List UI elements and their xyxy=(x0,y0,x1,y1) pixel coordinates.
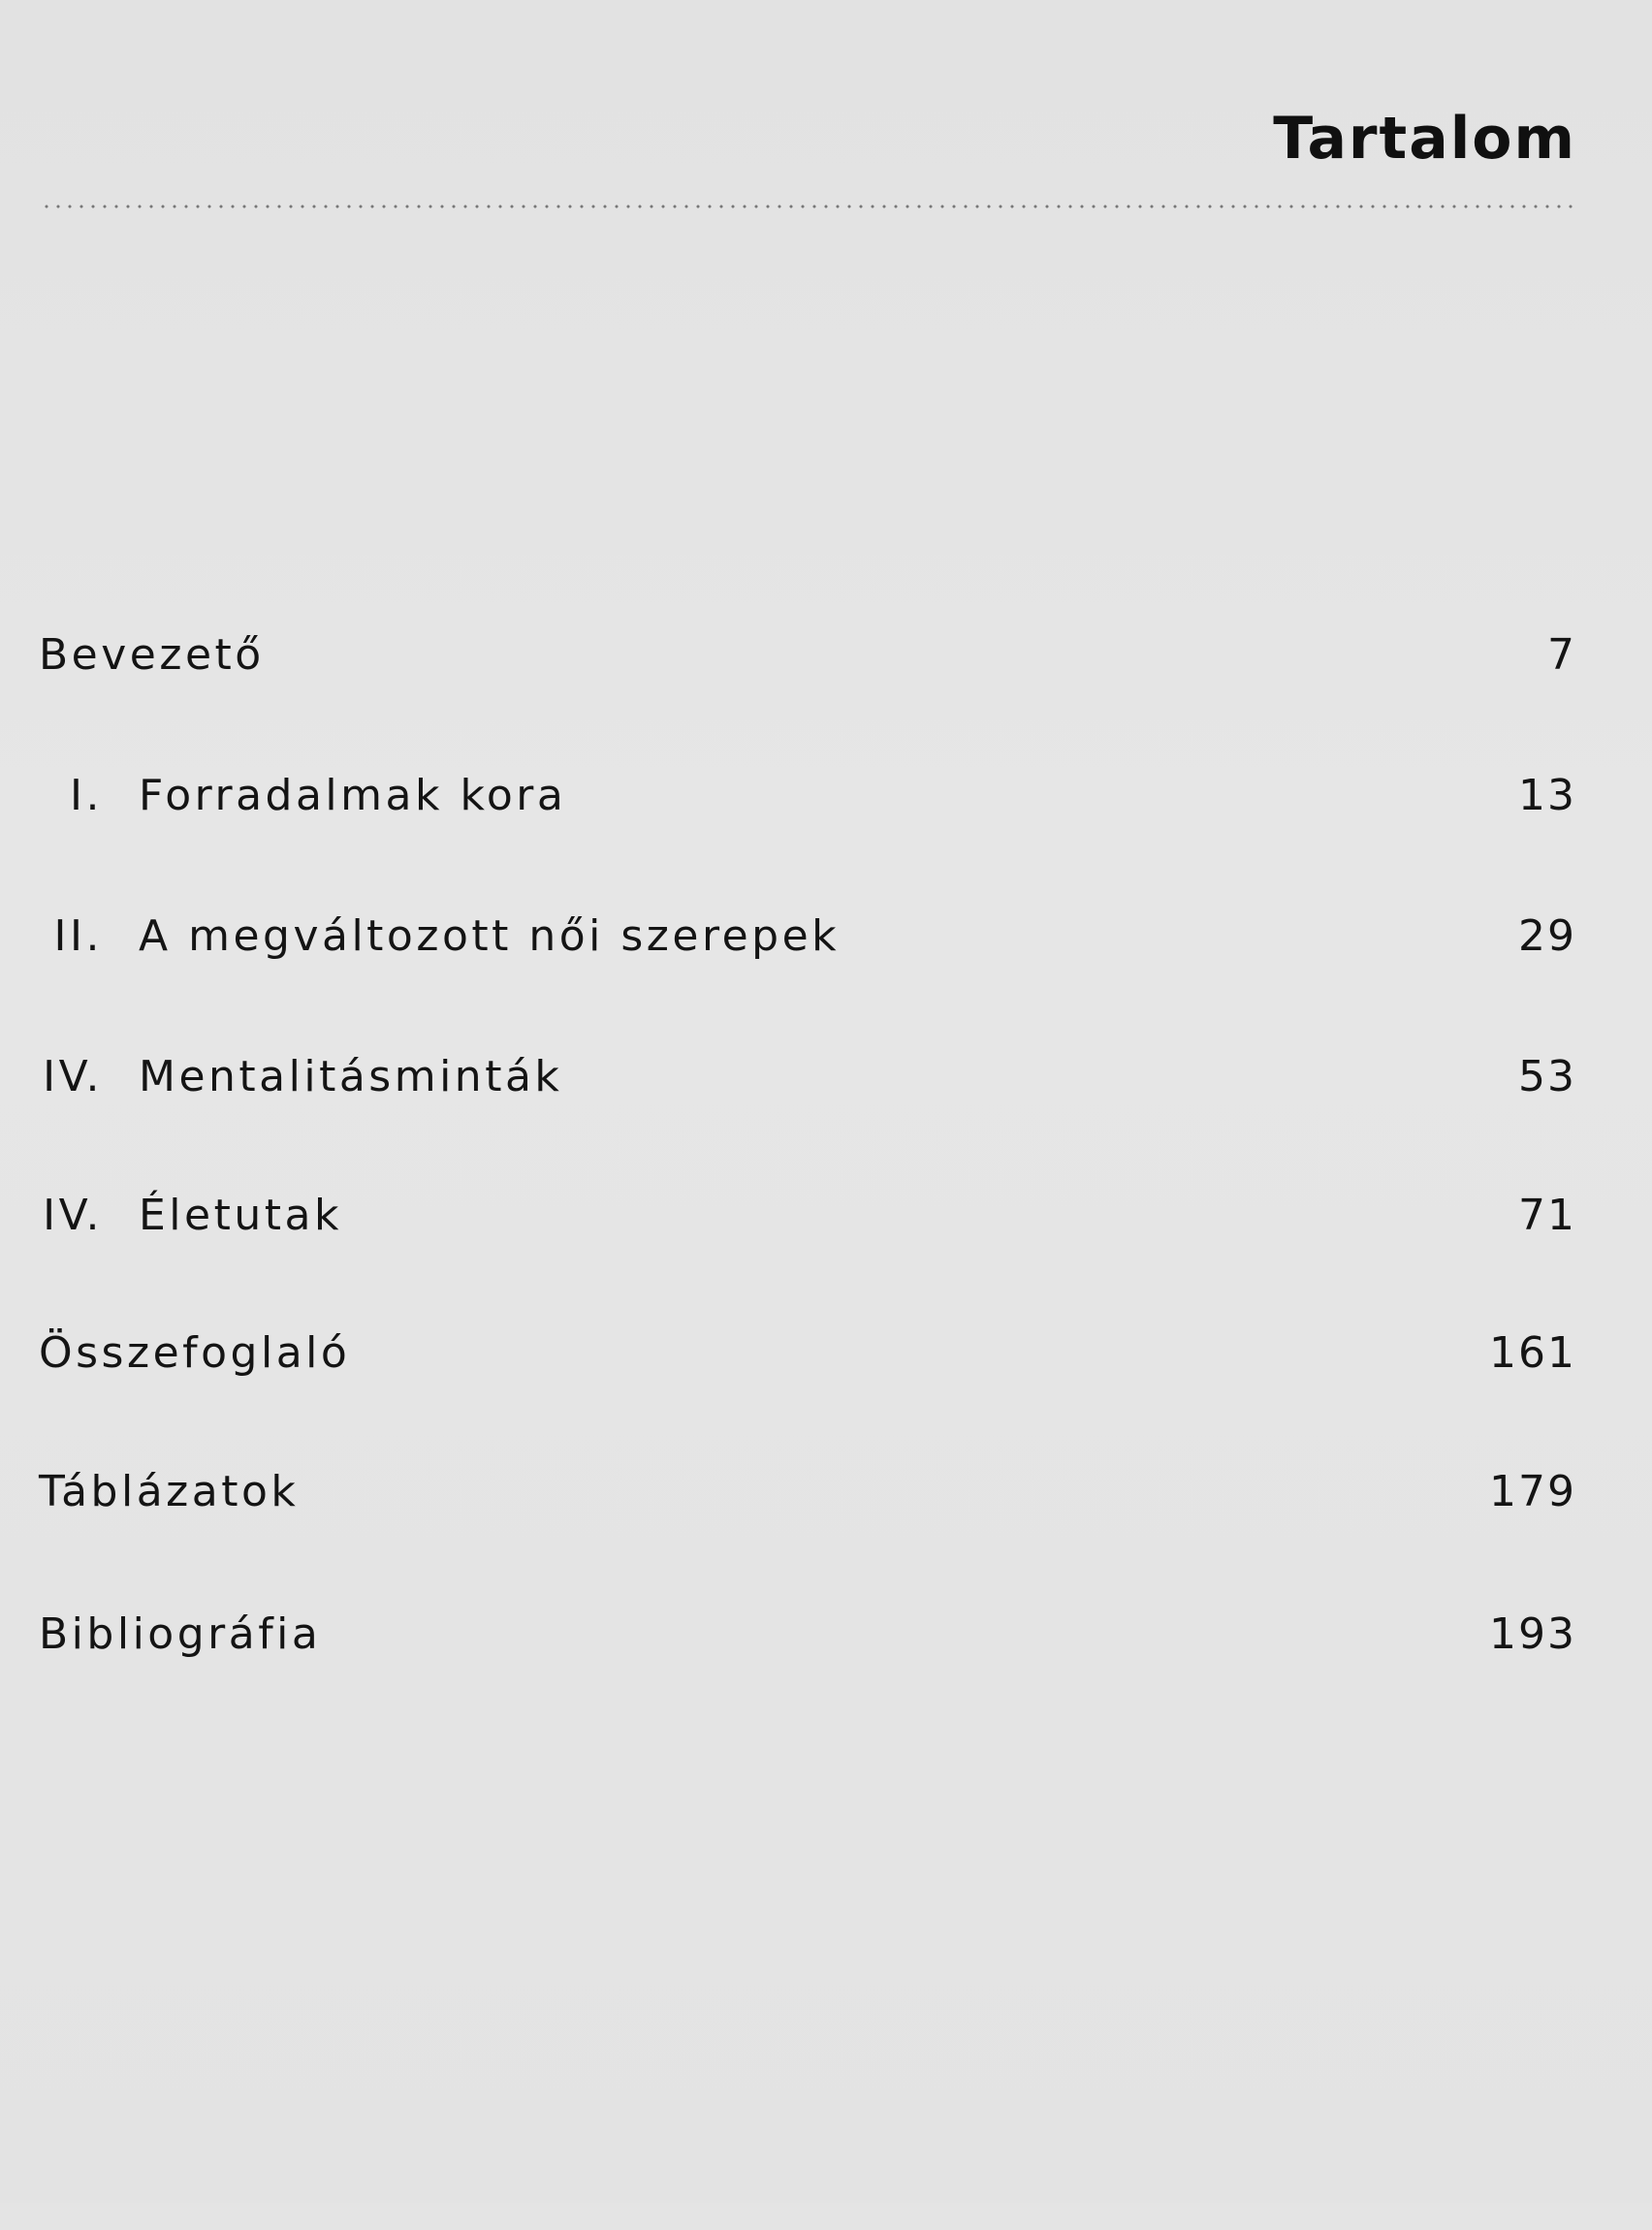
toc-entry-page-number: 13 xyxy=(1518,771,1576,820)
toc-entry-label: A megváltozott női szerepek xyxy=(139,911,841,961)
toc-entry-page-number: 179 xyxy=(1489,1467,1576,1516)
toc-entry-label: Életutak xyxy=(139,1191,342,1240)
toc-entry-page-number: 29 xyxy=(1518,911,1576,961)
toc-entry-label: Összefoglaló xyxy=(39,1328,351,1378)
toc-entry-chapter-number: IV. xyxy=(43,1052,103,1101)
toc-entry-eletutak[interactable] xyxy=(39,1191,1576,1249)
toc-entry-page-number: 53 xyxy=(1518,1052,1576,1101)
toc-entry-page-number: 7 xyxy=(1547,630,1576,680)
toc-entry-forradalmak-kora[interactable] xyxy=(39,771,1576,829)
toc-entry-label: Mentalitásminták xyxy=(139,1052,563,1101)
bleed-through-texture xyxy=(43,291,1594,2230)
toc-entry-label: Bibliográfia xyxy=(39,1609,322,1659)
toc-entry-mentalitasmintak[interactable] xyxy=(39,1052,1576,1110)
toc-entry-page-number: 193 xyxy=(1489,1609,1576,1659)
page-title: Tartalom xyxy=(1273,105,1576,173)
toc-entry-label: Bevezető xyxy=(39,630,265,680)
toc-entry-tablazatok[interactable] xyxy=(39,1467,1576,1525)
toc-entry-megvaltozott-noi-szerepek[interactable] xyxy=(39,911,1576,970)
toc-entry-bibliografia[interactable] xyxy=(39,1609,1576,1668)
toc-entry-label: Forradalmak kora xyxy=(139,771,567,820)
toc-entry-chapter-number: IV. xyxy=(43,1191,103,1240)
toc-entry-bevezeto[interactable] xyxy=(39,630,1576,688)
toc-entry-label: Táblázatok xyxy=(39,1467,300,1516)
dotted-divider xyxy=(41,204,1576,209)
toc-entry-page-number: 71 xyxy=(1518,1191,1576,1240)
toc-entry-osszefoglalo[interactable] xyxy=(39,1328,1576,1386)
toc-entry-chapter-number: II. xyxy=(53,911,103,961)
toc-entry-page-number: 161 xyxy=(1489,1328,1576,1378)
toc-entry-chapter-number: I. xyxy=(70,771,103,820)
